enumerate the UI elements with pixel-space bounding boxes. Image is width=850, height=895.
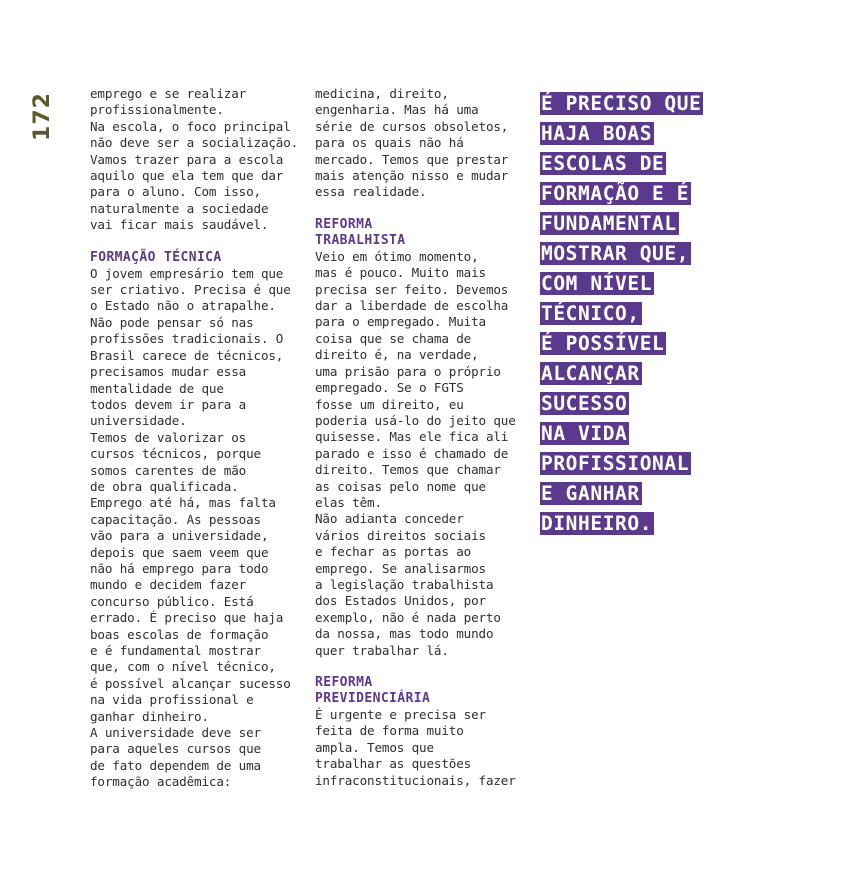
pull-quote-line: PROFISSIONAL (541, 452, 690, 475)
paragraph: emprego e se realizar profissionalmente. Na escola, o foco principal não deve ser a socialização. Vamos trazer para a escola aquilo que ela tem que dar para o aluno. Com isso, naturalmente a sociedade vai ficar mais saudável. (90, 86, 299, 233)
text-column-1 (90, 86, 312, 791)
text-column-2 (315, 86, 537, 789)
pull-quote-line: HAJA BOAS (541, 122, 653, 145)
pull-quote-line: TÉCNICO, (541, 302, 640, 325)
pull-quote-line: ALCANÇAR (541, 362, 640, 385)
paragraph: É urgente e precisa ser feita de forma muito ampla. Temos que trabalhar as questões infraconstitucionais, fazer (315, 707, 516, 788)
paragraph: O jovem empresário tem que ser criativo. Precisa é que o Estado não o atrapalhe. Não pode pensar só nas profissões tradicionais. O Brasil carece de técnicos, precisamos mudar essa mentalidade de que todos devem ir para a universidade. Temos de valorizar os cursos técnicos, porque somos carentes de mão de obra qualificada. Emprego até há, mas falta capacitação. As pessoas vão para a universidade, depois que saem veem que não há emprego para todo mundo e decidem fazer concurso público. Está errado. É preciso que haja boas escolas de formação e é fundamental mostrar que, com o nível técnico, é possível alcançar sucesso na vida profissional e ganhar dinheiro. A universidade deve ser para aqueles cursos que de fato dependem de uma formação acadêmica: (90, 265, 291, 790)
pull-quote-line: COM NÍVEL (541, 272, 653, 295)
pull-quote (540, 92, 840, 542)
paragraph: medicina, direito, engenharia. Mas há uma série de cursos obsoletos, para os quais não há mercado. Temos que prestar mais atenção nisso e mudar essa realidade. (315, 86, 509, 200)
pull-quote-line: E GANHAR (541, 482, 640, 505)
section-heading-reforma-trabalhista: REFORMA TRABALHISTA (315, 216, 406, 248)
page-number-text: 172 (29, 91, 55, 141)
pull-quote-line: FUNDAMENTAL (541, 212, 677, 235)
pull-quote-line: SUCESSO (541, 392, 628, 415)
pull-quote-line: DINHEIRO. (541, 512, 653, 535)
section-heading-reforma-previdenciaria: REFORMA PREVIDENCIÁRIA (315, 675, 431, 706)
pull-quote-line: É POSSÍVEL (541, 332, 665, 355)
pull-quote-line: MOSTRAR QUE, (541, 242, 690, 265)
pull-quote-line: FORMAÇÃO E É (541, 182, 690, 205)
paragraph: Veio em ótimo momento, mas é pouco. Muito mais precisa ser feito. Devemos dar a liberdade de escolha para o empregado. Muita coisa que se chama de direito é, na verdade, uma prisão para o próprio empregado. Se o FGTS fosse um direito, eu poderia usá-lo do jeito que quisesse. Mas ele fica ali parado e isso é chamado de direito. Temos que chamar as coisas pelo nome que elas têm. Não adianta conceder vários direitos sociais e fechar as portas ao emprego. Se analisarmos a legislação trabalhista dos Estados Unidos, por exemplo, não é nada perto da nossa, mas todo mundo quer trabalhar lá. (315, 248, 516, 658)
pull-quote-line: ESCOLAS DE (541, 152, 665, 175)
pull-quote-line: É PRECISO QUE (541, 92, 702, 115)
pull-quote-line: NA VIDA (541, 422, 628, 445)
page-number (22, 92, 62, 140)
section-heading-formacao-tecnica: FORMAÇÃO TÉCNICA (90, 249, 222, 265)
